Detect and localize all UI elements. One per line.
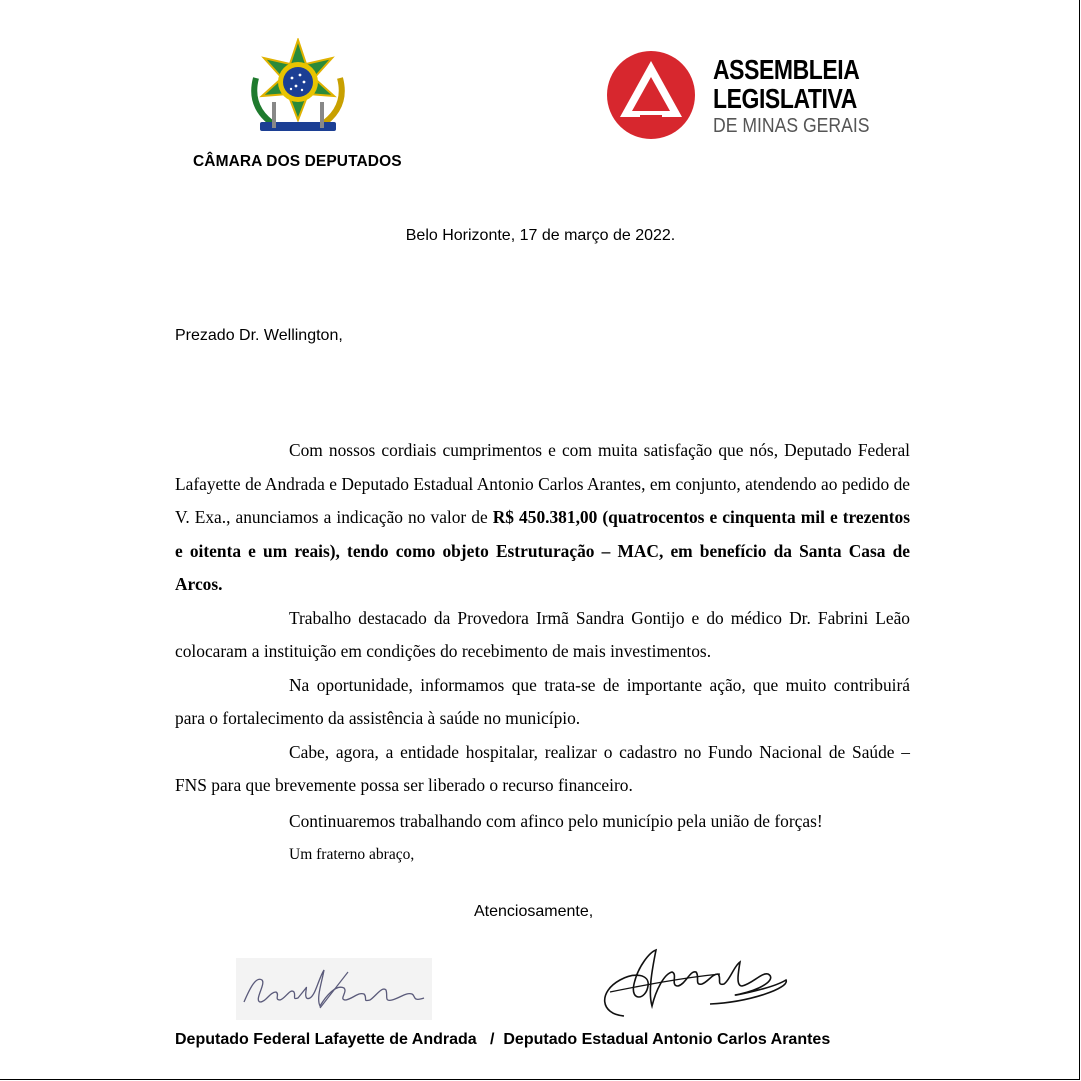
closing-lines [289,805,823,871]
closing-salutation: Atenciosamente, [474,903,594,920]
letter-date: Belo Horizonte, 17 de março de 2022. [405,227,676,244]
paragraph-3: Na oportunidade, informamos que trata-se de importante ação, que muito contribuirá para o fortalecimento da assistência à saúde no município. [175,674,910,728]
almg-line-1: ASSEMBLEIA [713,54,860,85]
almg-wordmark [713,56,892,136]
paragraph-4: Cabe, agora, a entidade hospitalar, realizar o cadastro no Fundo Nacional de Saúde – FNS para que brevemente possa ser liberado o recurso financeiro. [175,741,910,795]
letter-body [175,434,910,803]
almg-line-2: LEGISLATIVA [713,83,857,114]
almg-line-3: DE MINAS GERAIS [713,115,870,137]
amount-bold: R$ 450.381,00 (quatrocentos e cinquenta mil e trezentos e oitenta e um reais), tendo como objeto Estruturação – MAC, em benefício da Santa Casa de Arcos. [175,507,911,594]
paragraph-1: Com nossos cordiais cumprimentos e com muita satisfação que nós, Deputado Federal Lafayette de Andrada e Deputado Estadual Antonio Carlos Arantes, em conjunto, atendendo ao pedido de V. Exa., anunciamos a indicação no valor de R$ 450.381,00 (quatrocentos e cinquenta mil e trezentos e oitenta e um reais), tendo como objeto Estruturação – MAC, em benefício da Santa Casa de Arcos. [175,440,911,594]
signatories-line: Deputado Federal Lafayette de Andrada / Deputado Estadual Antonio Carlos Arantes [175,1031,831,1048]
almg-triangle-logo-icon [600,51,702,139]
paragraph-6: Um fraterno abraço, [289,846,415,863]
paragraph-5: Continuaremos trabalhando com afinco pelo município pela união de forças! [289,811,823,831]
brazil-coat-of-arms-icon [242,38,354,140]
signature-lafayette-icon [236,958,432,1020]
camara-dos-deputados-label: CÂMARA DOS DEPUTADOS [193,153,402,170]
letter-greeting: Prezado Dr. Wellington, [175,327,343,344]
paragraph-2: Trabalho destacado da Provedora Irmã Sandra Gontijo e do médico Dr. Fabrini Leão colocaram a instituição em condições do recebimento de mais investimentos. [175,607,910,661]
signature-arantes-icon [590,944,795,1024]
